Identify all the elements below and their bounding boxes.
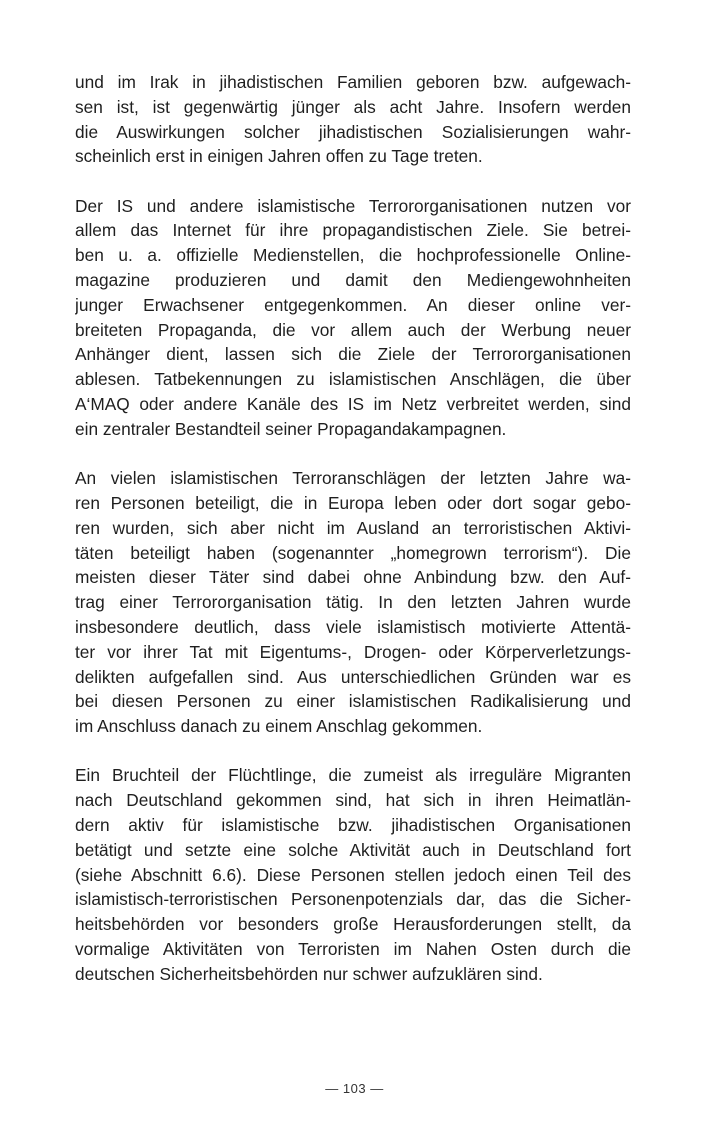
- text-line: allem das Internet für ihre propagandistischen Ziele. Sie betrei-: [75, 220, 631, 241]
- text-line: ter vor ihrer Tat mit Eigentums-, Drogen- oder Körperverletzungs-: [75, 641, 631, 662]
- text-line: An vielen islamistischen Terroranschlägen der letzten Jahre wa-: [75, 468, 631, 489]
- text-line: ren wurden, sich aber nicht im Ausland an terroristischen Aktivi-: [75, 517, 631, 538]
- text-line: trag einer Terrororganisation tätig. In den letzten Jahren wurde: [75, 592, 631, 613]
- text-line: die Auswirkungen solcher jihadistischen Sozialisierungen wahr-: [75, 121, 631, 142]
- text-line: ben u. a. offizielle Medienstellen, die hochprofessionelle Online-: [75, 245, 631, 266]
- text-line: ein zentraler Bestandteil seiner Propagandakampagnen.: [75, 418, 507, 439]
- text-line: breiteten Propaganda, die vor allem auch der Werbung neuer: [75, 319, 631, 340]
- text-line: A‘MAQ oder andere Kanäle des IS im Netz verbreitet werden, sind: [75, 394, 631, 415]
- text-line: bei diesen Personen zu einer islamistischen Radikalisierung und: [75, 691, 631, 712]
- text-line: junger Erwachsener entgegenkommen. An dieser online ver-: [75, 294, 631, 315]
- text-line: Ein Bruchteil der Flüchtlinge, die zumeist als irreguläre Migranten: [75, 765, 631, 786]
- text-line: dern aktiv für islamistische bzw. jihadistischen Organisationen: [75, 815, 631, 836]
- text-line: islamistisch-terroristischen Personenpotenzials dar, das die Sicher-: [75, 889, 631, 910]
- text-line: (siehe Abschnitt 6.6). Diese Personen stellen jedoch einen Teil des: [75, 864, 631, 885]
- text-line: deutschen Sicherheitsbehörden nur schwer aufzuklären sind.: [75, 963, 543, 984]
- text-line: nach Deutschland gekommen sind, hat sich in ihren Heimatlän-: [75, 790, 631, 811]
- text-line: Der IS und andere islamistische Terrororganisationen nutzen vor: [75, 195, 631, 216]
- text-line: sen ist, ist gegenwärtig jünger als acht Jahre. Insofern werden: [75, 96, 631, 117]
- paragraph-3: [75, 466, 631, 739]
- text-line: betätigt und setzte eine solche Aktivität auch in Deutschland fort: [75, 839, 631, 860]
- text-line: Anhänger dient, lassen sich die Ziele der Terrororganisationen: [75, 344, 631, 365]
- text-line: delikten aufgefallen sind. Aus unterschiedlichen Gründen war es: [75, 666, 631, 687]
- text-line: vormalige Aktivitäten von Terroristen im Nahen Osten durch die: [75, 939, 631, 959]
- text-line: scheinlich erst in einigen Jahren offen zu Tage treten.: [75, 146, 483, 167]
- text-line: ren Personen beteiligt, die in Europa leben oder dort sogar gebo-: [75, 492, 631, 513]
- paragraph-2: [75, 194, 631, 442]
- text-line: insbesondere deutlich, dass viele islamistisch motivierte Attentä-: [75, 616, 631, 637]
- text-line: magazine produzieren und damit den Mediengewohnheiten: [75, 270, 631, 291]
- body-text: [75, 70, 631, 1011]
- paragraph-4: [75, 763, 631, 986]
- paragraph-1: [75, 70, 631, 169]
- page-number: — 103 —: [325, 1081, 384, 1096]
- text-line: meisten dieser Täter sind dabei ohne Anbindung bzw. den Auf-: [75, 567, 631, 588]
- text-line: und im Irak in jihadistischen Familien geboren bzw. aufgewach-: [75, 72, 631, 92]
- text-line: heitsbehörden vor besonders große Herausforderungen stellt, da: [75, 914, 631, 935]
- text-line: täten beteiligt haben (sogenannter „homegrown terrorism“). Die: [75, 542, 631, 563]
- text-line: im Anschluss danach zu einem Anschlag gekommen.: [75, 716, 483, 737]
- text-line: ablesen. Tatbekennungen zu islamistischen Anschlägen, die über: [75, 369, 631, 390]
